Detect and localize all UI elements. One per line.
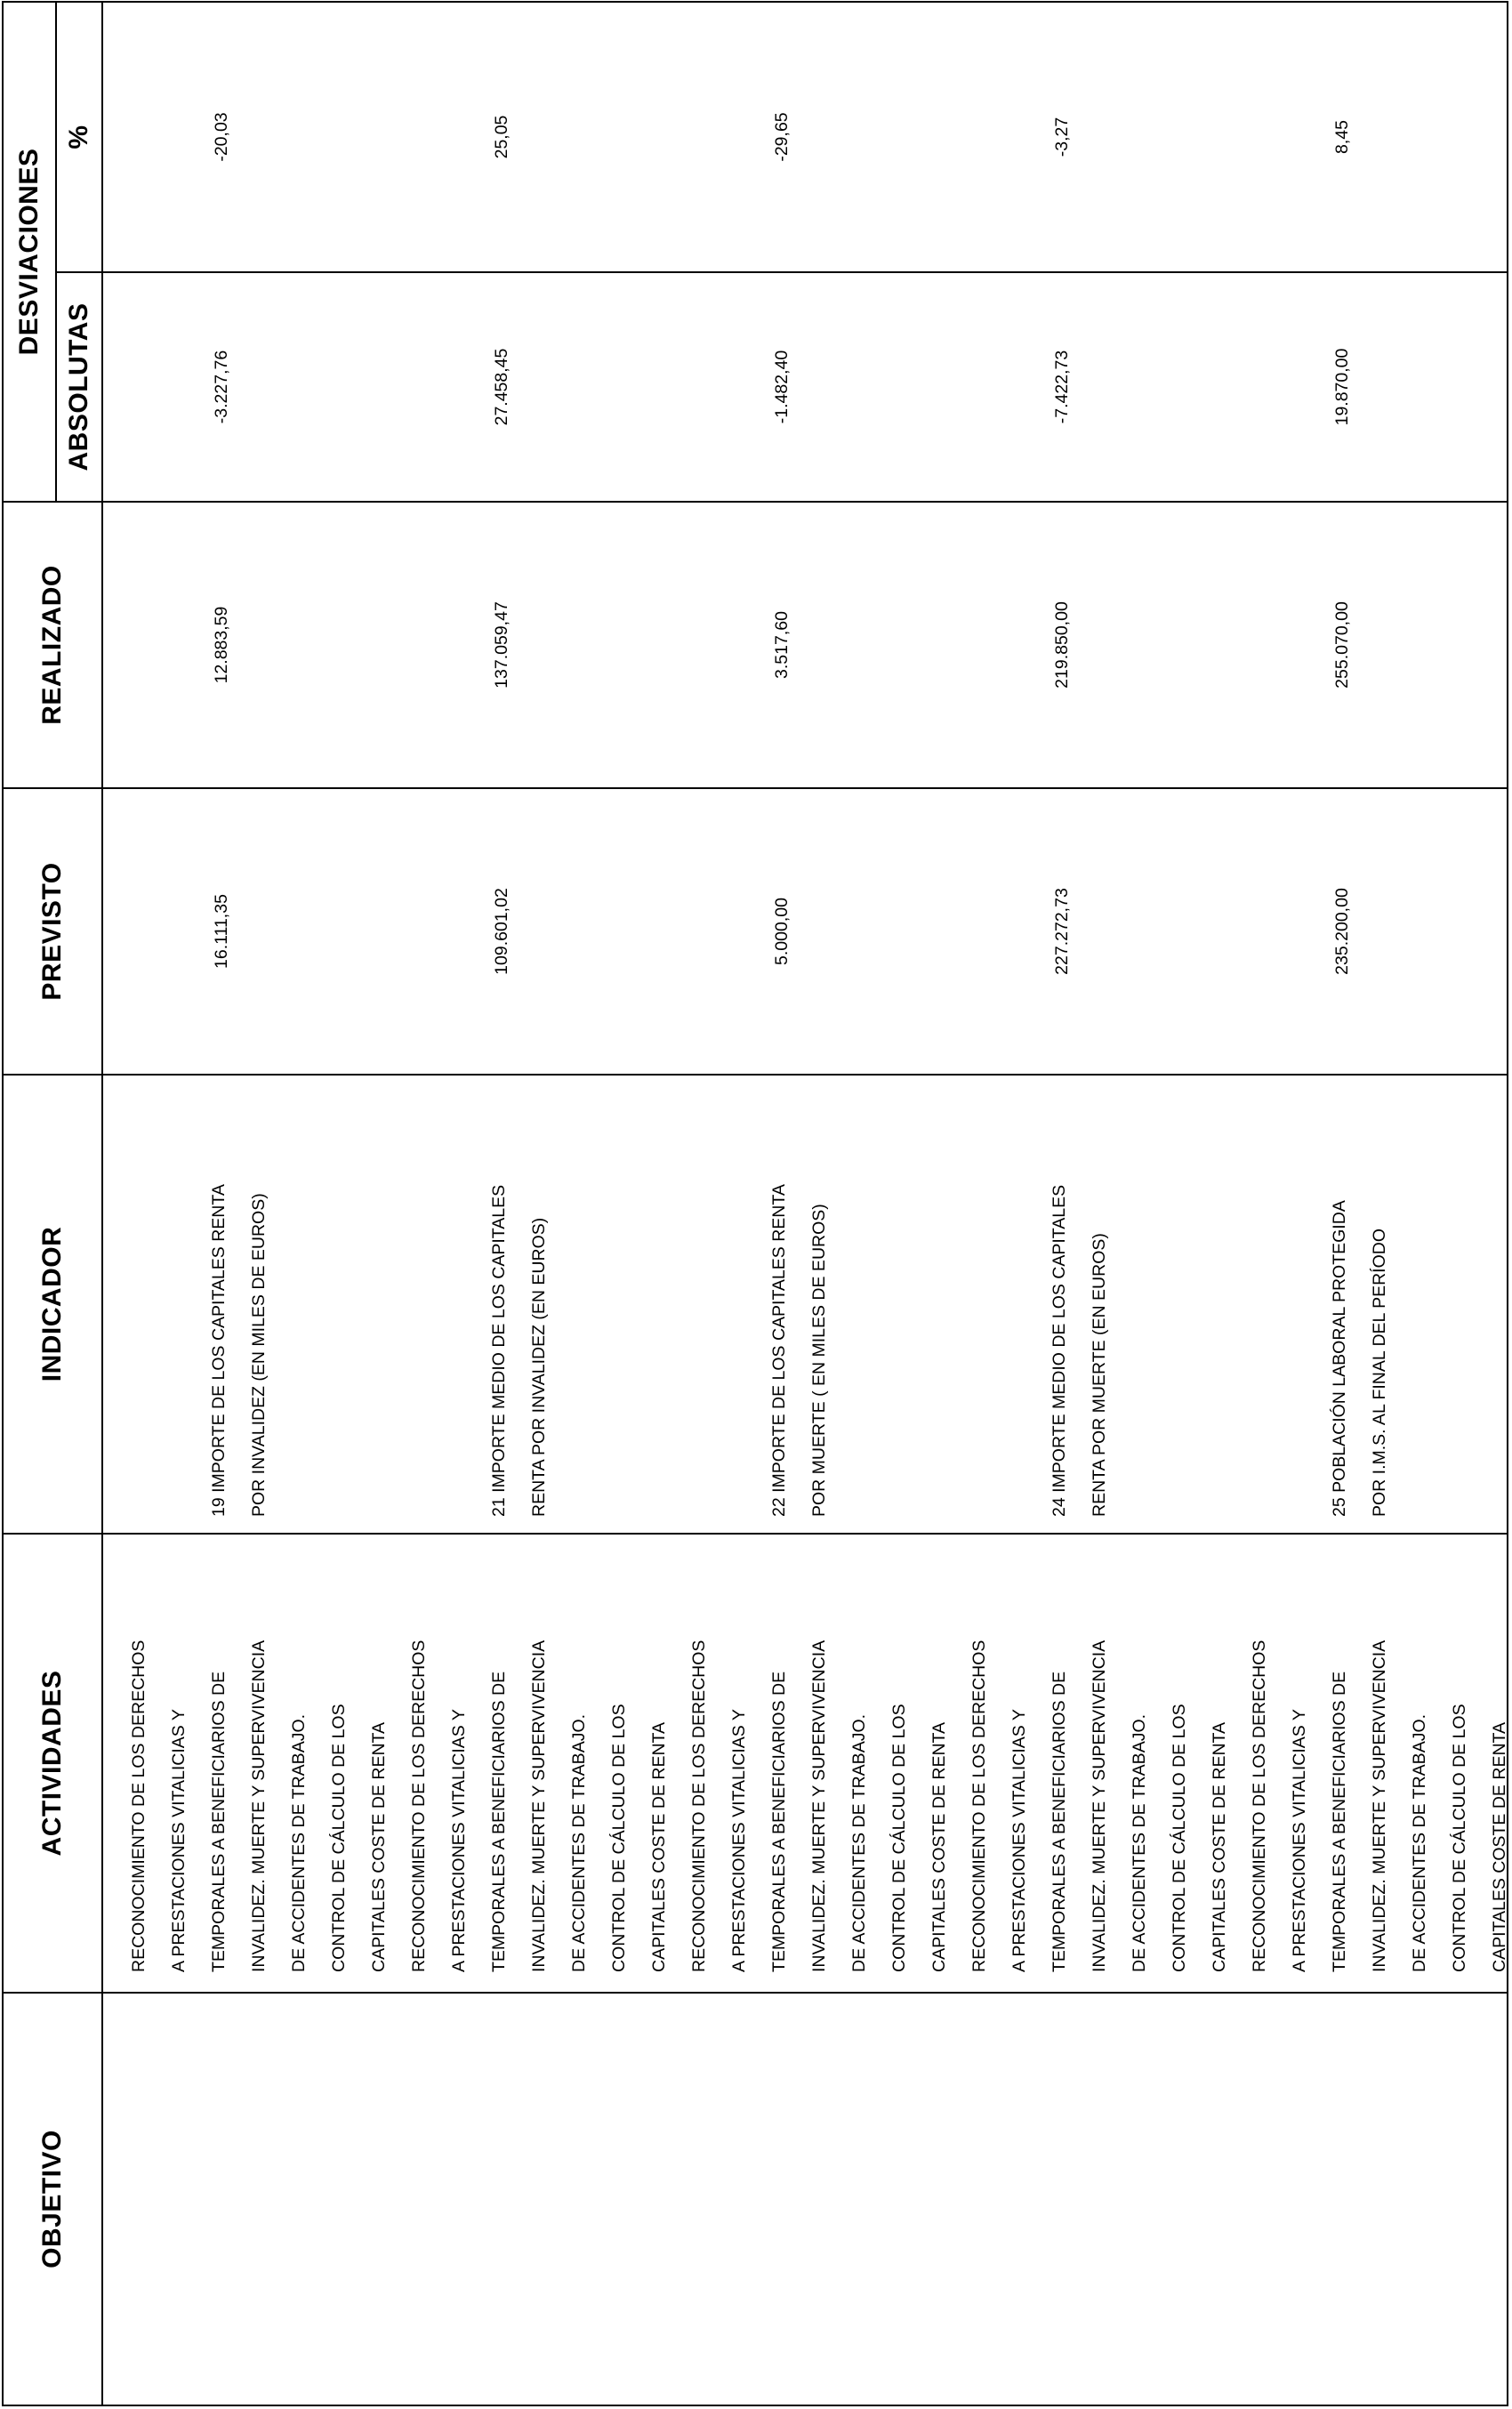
actividad-line: CONTROL DE CÁLCULO DE LOS <box>609 1704 629 1972</box>
indicador-block <box>760 1099 840 1517</box>
header-realizado: REALIZADO <box>3 502 102 788</box>
actividad-line: RECONOCIMIENTO DE LOS DERECHOS <box>129 1640 149 1972</box>
previsto-value: 16.111,35 <box>212 894 231 969</box>
actividad-line: TEMPORALES A BENEFICIARIOS DE <box>1330 1671 1349 1972</box>
previsto-value: 227.272,73 <box>1052 888 1072 975</box>
realizado-value: 3.517,60 <box>772 611 792 679</box>
actividad-line: A PRESTACIONES VITALICIAS Y <box>449 1709 469 1972</box>
actividad-line: TEMPORALES A BENEFICIARIOS DE <box>209 1671 229 1972</box>
actividad-line: DE ACCIDENTES DE TRABAJO. <box>849 1713 869 1972</box>
indicador-line: POR MUERTE ( EN MILES DE EUROS) <box>809 1204 829 1517</box>
actividad-line: CONTROL DE CÁLCULO DE LOS <box>1450 1704 1469 1972</box>
actividad-line: RECONOCIMIENTO DE LOS DERECHOS <box>409 1640 429 1972</box>
indicador-line: 22 IMPORTE DE LOS CAPITALES RENTA <box>769 1184 789 1517</box>
indicador-line: 19 IMPORTE DE LOS CAPITALES RENTA <box>209 1184 229 1517</box>
actividad-block <box>960 1581 1240 1972</box>
previsto-value: 109.601,02 <box>492 888 511 975</box>
actividad-line: TEMPORALES A BENEFICIARIOS DE <box>769 1671 789 1972</box>
realizado-value: 219.850,00 <box>1052 601 1072 689</box>
actividad-line: CONTROL DE CÁLCULO DE LOS <box>889 1704 909 1972</box>
actividad-line: CAPITALES COSTE DE RENTA <box>369 1722 389 1972</box>
actividad-line: INVALIDEZ. MUERTE Y SUPERVIVENCIA <box>529 1640 549 1972</box>
realizado-value: 12.883,59 <box>212 606 231 684</box>
header-previsto: PREVISTO <box>3 788 102 1075</box>
absolutas-value: -1.482,40 <box>772 350 792 424</box>
indicador-line: POR INVALIDEZ (EN MILES DE EUROS) <box>249 1193 269 1517</box>
body-row <box>102 2 1508 2405</box>
indicador-line: POR I.M.S. AL FINAL DEL PERÍODO <box>1370 1229 1389 1517</box>
realizado-value: 255.070,00 <box>1332 601 1352 689</box>
indicador-line: 21 IMPORTE MEDIO DE LOS CAPITALES <box>489 1184 509 1517</box>
realizado-cell <box>102 502 1508 788</box>
actividad-block <box>680 1581 960 1972</box>
porcentaje-value: 8,45 <box>1332 120 1352 154</box>
actividad-line: A PRESTACIONES VITALICIAS Y <box>1009 1709 1029 1972</box>
actividad-line: DE ACCIDENTES DE TRABAJO. <box>1130 1713 1149 1972</box>
realizado-value: 137.059,47 <box>492 601 511 689</box>
actividad-block <box>119 1581 399 1972</box>
actividad-line: CONTROL DE CÁLCULO DE LOS <box>1170 1704 1189 1972</box>
actividad-line: INVALIDEZ. MUERTE Y SUPERVIVENCIA <box>809 1640 829 1972</box>
header-actividades: ACTIVIDADES <box>3 1534 102 1993</box>
indicators-table <box>2 1 1508 2406</box>
actividad-line: INVALIDEZ. MUERTE Y SUPERVIVENCIA <box>249 1640 269 1972</box>
header-porcentaje: % <box>56 2 102 272</box>
indicador-line: 25 POBLACIÓN LABORAL PROTEGIDA <box>1330 1200 1349 1517</box>
absolutas-value: -3.227,76 <box>212 350 231 424</box>
indicador-line: 24 IMPORTE MEDIO DE LOS CAPITALES <box>1050 1184 1069 1517</box>
absolutas-cell <box>102 272 1508 502</box>
actividad-line: DE ACCIDENTES DE TRABAJO. <box>1410 1713 1429 1972</box>
previsto-value: 5.000,00 <box>772 898 792 965</box>
indicador-line: RENTA POR INVALIDEZ (EN EUROS) <box>529 1217 549 1517</box>
actividad-line: DE ACCIDENTES DE TRABAJO. <box>289 1713 309 1972</box>
actividad-line: A PRESTACIONES VITALICIAS Y <box>729 1709 749 1972</box>
indicador-block <box>479 1099 559 1517</box>
objetivo-cell <box>102 1993 1508 2405</box>
actividad-line: TEMPORALES A BENEFICIARIOS DE <box>489 1671 509 1972</box>
header-absolutas: ABSOLUTAS <box>56 272 102 502</box>
indicador-line: RENTA POR MUERTE (EN EUROS) <box>1090 1233 1109 1517</box>
actividad-line: TEMPORALES A BENEFICIARIOS DE <box>1050 1671 1069 1972</box>
previsto-value: 235.200,00 <box>1332 888 1352 975</box>
previsto-cell <box>102 788 1508 1075</box>
absolutas-value: 19.870,00 <box>1332 348 1352 426</box>
actividades-cell <box>102 1534 1508 1993</box>
header-indicador: INDICADOR <box>3 1075 102 1534</box>
actividad-line: CAPITALES COSTE DE RENTA <box>649 1722 669 1972</box>
actividad-line: A PRESTACIONES VITALICIAS Y <box>169 1709 189 1972</box>
actividad-block <box>399 1581 680 1972</box>
indicador-block <box>1320 1099 1400 1517</box>
actividad-line: CAPITALES COSTE DE RENTA <box>1210 1722 1229 1972</box>
actividad-line: A PRESTACIONES VITALICIAS Y <box>1290 1709 1309 1972</box>
actividad-line: RECONOCIMIENTO DE LOS DERECHOS <box>689 1640 709 1972</box>
header-desviaciones: DESVIACIONES <box>3 2 56 502</box>
actividad-line: RECONOCIMIENTO DE LOS DERECHOS <box>969 1640 989 1972</box>
actividad-line: DE ACCIDENTES DE TRABAJO. <box>569 1713 589 1972</box>
actividad-line: CONTROL DE CÁLCULO DE LOS <box>329 1704 349 1972</box>
actividad-block <box>1240 1581 1512 1972</box>
actividad-line: RECONOCIMIENTO DE LOS DERECHOS <box>1250 1640 1269 1972</box>
indicador-block <box>199 1099 279 1517</box>
porcentaje-value: -20,03 <box>212 112 231 162</box>
actividad-line: INVALIDEZ. MUERTE Y SUPERVIVENCIA <box>1090 1640 1109 1972</box>
actividad-line: INVALIDEZ. MUERTE Y SUPERVIVENCIA <box>1370 1640 1389 1972</box>
actividad-line: CAPITALES COSTE DE RENTA <box>929 1722 949 1972</box>
indicador-cell <box>102 1075 1508 1534</box>
indicador-block <box>1040 1099 1120 1517</box>
porcentaje-value: -3,27 <box>1052 117 1072 157</box>
absolutas-value: 27.458,45 <box>492 348 511 426</box>
porcentaje-cell <box>102 2 1508 272</box>
header-row <box>3 2 56 2405</box>
porcentaje-value: 25,05 <box>492 115 511 159</box>
porcentaje-value: -29,65 <box>772 112 792 162</box>
actividad-line: CAPITALES COSTE DE RENTA <box>1490 1722 1509 1972</box>
header-objetivo: OBJETIVO <box>3 1993 102 2405</box>
absolutas-value: -7.422,73 <box>1052 350 1072 424</box>
